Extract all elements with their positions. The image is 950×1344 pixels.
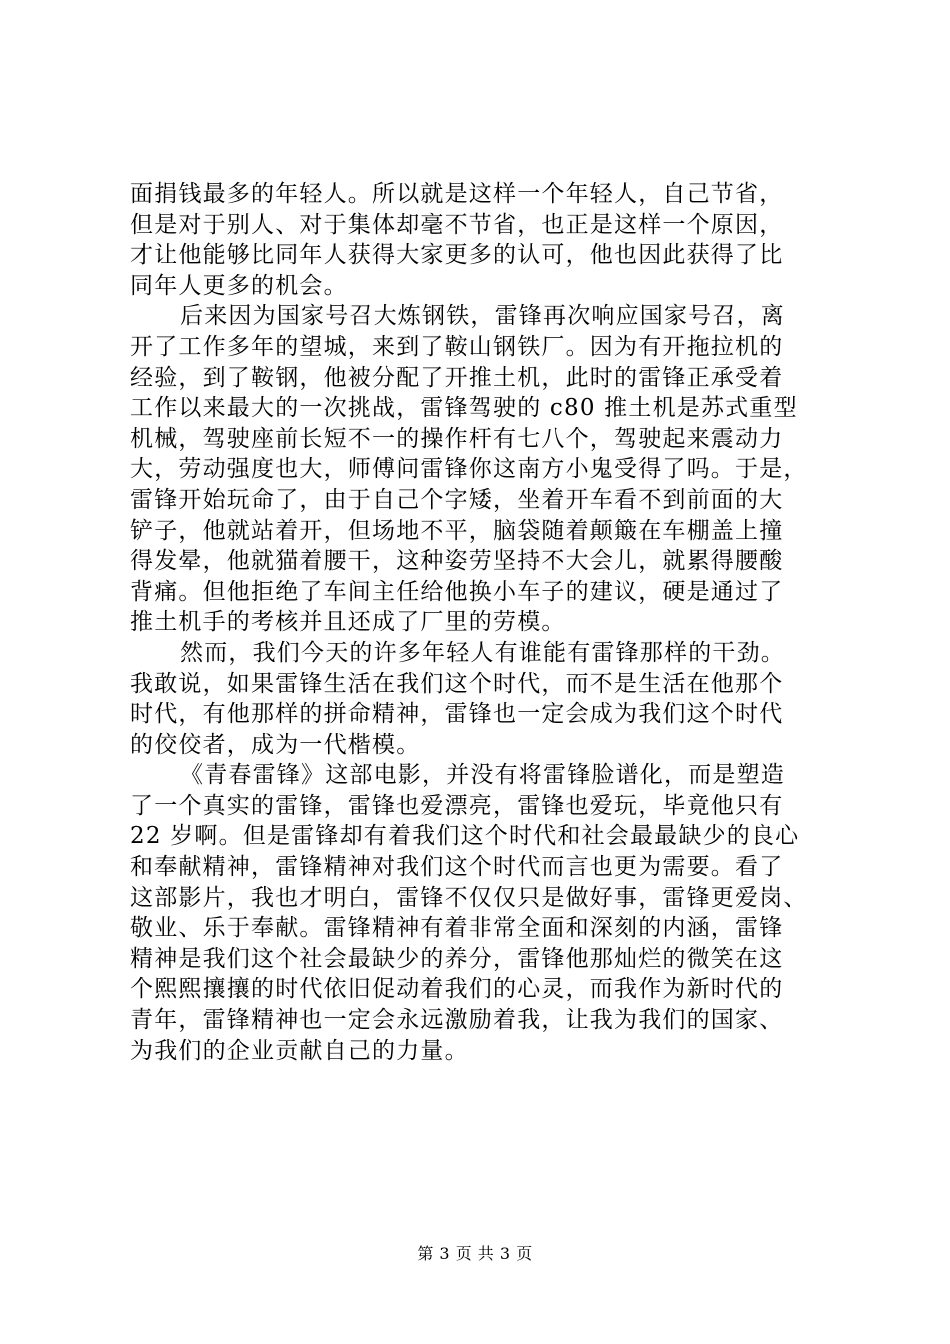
page-footer: 第 3 页 共 3 页 (417, 1244, 533, 1263)
text-line: 时代，有他那样的拼命精神，雷锋也一定会成为我们这个时代 (130, 701, 784, 728)
text-line: 得发晕，他就猫着腰干，这种姿劳坚持不大会儿，就累得腰酸 (130, 548, 784, 575)
text-line: 的佼佼者，成为一代楷模。 (130, 731, 421, 758)
text-line: 大，劳动强度也大，师傅问雷锋你这南方小鬼受得了吗。于是， (130, 456, 808, 483)
paragraph (130, 638, 830, 760)
text-line: 这部影片，我也才明白，雷锋不仅仅只是做好事，雷锋更爱岗、 (130, 884, 808, 911)
text-line: 我敢说，如果雷锋生活在我们这个时代，而不是生活在他那个 (130, 670, 784, 697)
paragraph (130, 760, 830, 1066)
text-line: 个熙熙攘攘的时代依旧促动着我们的心灵，而我作为新时代的 (130, 976, 784, 1003)
text-line: 《青春雷锋》这部电影，并没有将雷锋脸谱化，而是塑造 (180, 762, 785, 789)
text-line: 22 岁啊。但是雷锋却有着我们这个时代和社会最最缺少的良心 (130, 823, 800, 850)
text-line: 经验，到了鞍钢，他被分配了开推土机，此时的雷锋正承受着 (130, 364, 784, 391)
text-line: 但是对于别人、对于集体却毫不节省，也正是这样一个原因， (130, 211, 784, 238)
text-line: 开了工作多年的望城，来到了鞍山钢铁厂。因为有开拖拉机的 (130, 333, 784, 360)
text-line: 机械，驾驶座前长短不一的操作杆有七八个，驾驶起来震动力 (130, 425, 784, 452)
text-line: 后来因为国家号召大炼钢铁，雷锋再次响应国家号召，离 (180, 303, 785, 330)
paragraph (130, 179, 830, 301)
text-line: 才让他能够比同年人获得大家更多的认可，他也因此获得了比 (130, 242, 784, 269)
text-line: 推土机手的考核并且还成了厂里的劳模。 (130, 609, 566, 636)
text-line: 雷锋开始玩命了，由于自己个字矮，坐着开车看不到前面的大 (130, 486, 784, 513)
text-line: 敬业、乐于奉献。雷锋精神有着非常全面和深刻的内涵，雷锋 (130, 915, 784, 942)
text-line: 青年，雷锋精神也一定会永远激励着我，让我为我们的国家、 (130, 1007, 784, 1034)
body-text (130, 179, 830, 1066)
text-line: 然而，我们今天的许多年轻人有谁能有雷锋那样的干劲。 (180, 639, 785, 666)
text-line: 铲子，他就站着开，但场地不平，脑袋随着颠簸在车棚盖上撞 (130, 517, 784, 544)
text-line: 背痛。但他拒绝了车间主任给他换小车子的建议，硬是通过了 (130, 578, 784, 605)
text-line: 同年人更多的机会。 (130, 272, 348, 299)
text-line: 面捐钱最多的年轻人。所以就是这样一个年轻人，自己节省， (130, 181, 784, 207)
text-line: 了一个真实的雷锋，雷锋也爱漂亮，雷锋也爱玩，毕竟他只有 (130, 792, 784, 819)
text-line: 工作以来最大的一次挑战，雷锋驾驶的 c80 推土机是苏式重型 (130, 395, 798, 422)
text-line: 精神是我们这个社会最缺少的养分，雷锋他那灿烂的微笑在这 (130, 945, 784, 972)
paragraph (130, 301, 830, 638)
text-line: 为我们的企业贡献自己的力量。 (130, 1037, 469, 1064)
text-line: 和奉献精神，雷锋精神对我们这个时代而言也更为需要。看了 (130, 854, 784, 881)
